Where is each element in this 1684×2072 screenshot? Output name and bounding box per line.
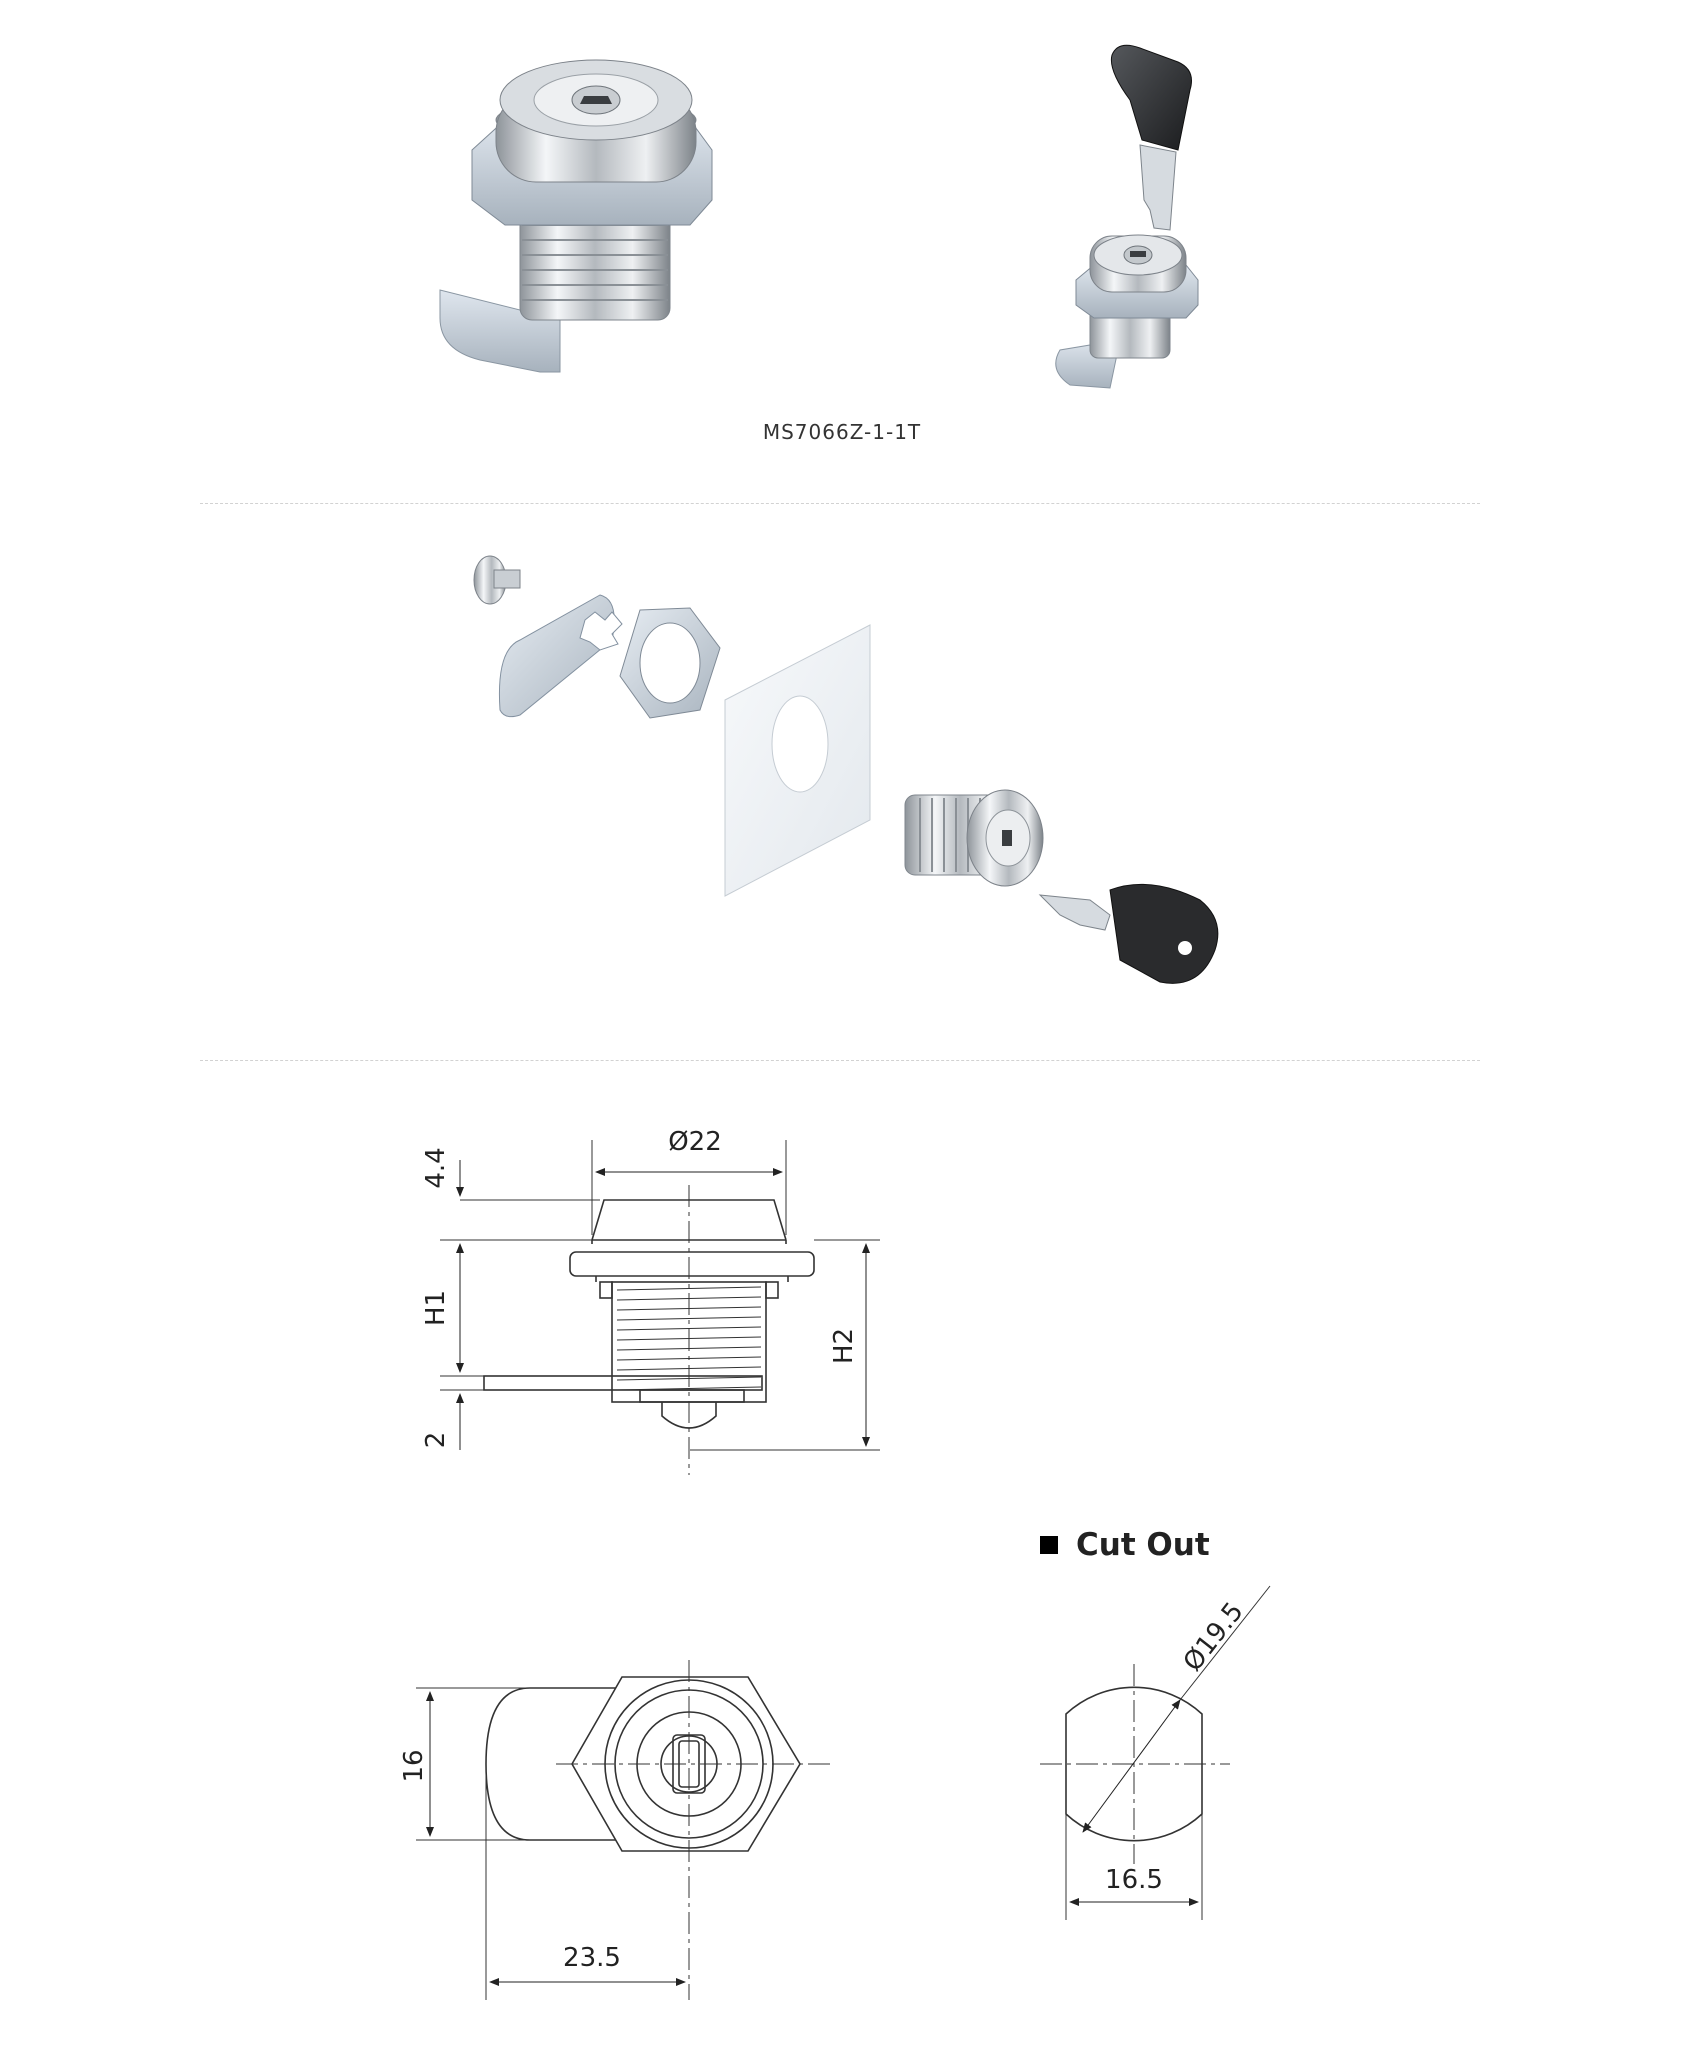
- dim-head-height: 4.4: [421, 1147, 451, 1189]
- key-part: [1040, 884, 1218, 983]
- square-bullet-icon: [1040, 1536, 1058, 1554]
- screw-part: [474, 556, 520, 604]
- dim-width-16: 16: [399, 1749, 429, 1783]
- front-view: [486, 1677, 800, 1851]
- section-divider: [200, 503, 1480, 504]
- section-divider: [200, 1060, 1480, 1061]
- cut-out-heading: [1040, 1527, 1210, 1563]
- cam-plate-part: [499, 595, 622, 717]
- product-renders: [0, 0, 1684, 470]
- front-view-centerlines: [556, 1660, 830, 2000]
- product-model-caption: MS7066Z-1-1T: [762, 420, 922, 444]
- front-view-dimensions: [416, 1688, 685, 2000]
- lock-body-part: [905, 790, 1043, 886]
- lock-render-large: [440, 60, 712, 372]
- dim-h1-label: H1: [421, 1289, 451, 1327]
- lock-render-with-key: [1056, 45, 1198, 388]
- cut-out-flat-width: 16.5: [1105, 1865, 1163, 1895]
- cut-out-title: Cut Out: [1076, 1527, 1210, 1563]
- dim-cam-length: 23.5: [563, 1943, 621, 1973]
- cut-out-shape: [1066, 1687, 1202, 1840]
- side-view: [484, 1185, 814, 1475]
- dim-cam-thickness: 2: [421, 1431, 451, 1449]
- side-view-dimensions: [440, 1140, 880, 1450]
- hex-nut-part: [620, 608, 720, 718]
- dim-h2-label: H2: [829, 1327, 859, 1365]
- dim-diameter-top: Ø22: [668, 1127, 722, 1157]
- cut-out-dimensions: [1040, 1586, 1270, 1920]
- cut-out-diameter: Ø19.5: [1177, 1596, 1250, 1678]
- panel-plate-part: [725, 625, 870, 896]
- exploded-view: [0, 520, 1684, 1040]
